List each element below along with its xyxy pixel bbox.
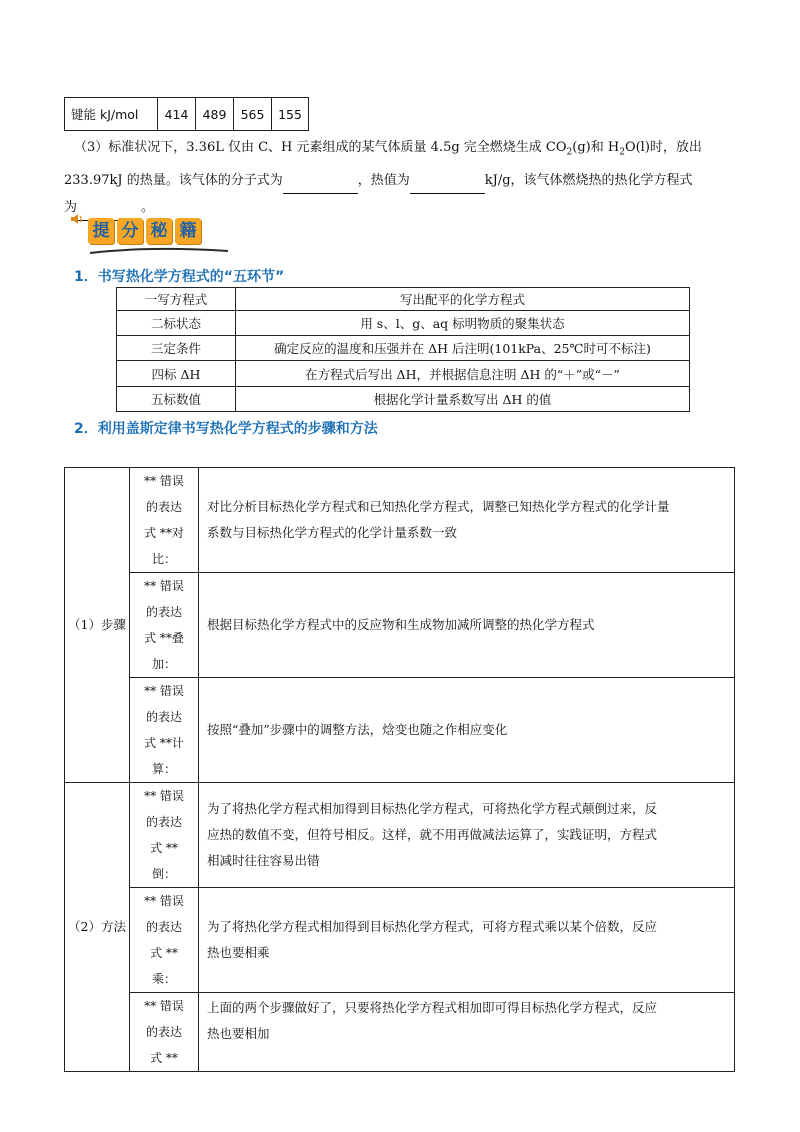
- step-label-cell: [130, 573, 199, 678]
- bond-table-label: 键能 kJ/mol: [65, 98, 158, 131]
- bond-value: 489: [196, 98, 234, 131]
- group-label: （1）步骤: [68, 617, 126, 632]
- step-text: 为了将热化学方程式相加得到目标热化学方程式，可将热化学方程式颠倒过来，反 应热的数值不变，但符号相反。这样，就不用再做减法运算了，实践证明，方程式 相减时往往容易出错: [207, 801, 658, 868]
- step-label-cell: [130, 888, 199, 993]
- step-text: 对比分析目标热化学方程式和已知热化学方程式，调整已知热化学方程式的化学计量 系数与目标热化学方程式的化学计量系数一致: [207, 499, 670, 540]
- step-text-cell: [199, 468, 735, 573]
- banner-char: 分: [117, 218, 143, 244]
- banner-char: 提: [88, 218, 114, 244]
- step-text-cell: [199, 783, 735, 888]
- answer-blank-formula[interactable]: [283, 179, 358, 194]
- question-line-1: （3）标准状况下，3.36L 仅由 C、H 元素组成的某气体质量 4.5g 完全燃烧生成 $CO_2(g)$和 $H_2O(l)$时，放出: [74, 140, 702, 158]
- question-line-3: 为 。: [64, 194, 744, 221]
- step-text: 按照“叠加”步骤中的调整方法，焓变也随之作相应变化: [207, 722, 508, 737]
- group-method: [65, 783, 130, 1072]
- bond-energy-table: [64, 97, 309, 131]
- step-text-cell: [199, 993, 735, 1072]
- group-label: （2）方法: [68, 919, 126, 934]
- bond-value: 155: [272, 98, 309, 131]
- step-text: 上面的两个步骤做好了，只要将热化学方程式相加即可得目标热化学方程式，反应 热也要相加: [207, 1000, 658, 1041]
- bond-value: 414: [158, 98, 196, 131]
- step-label: ** 错误 的表达 式 **叠 加：: [144, 579, 184, 671]
- five-step-desc: 在方程式后写出 ΔH，并根据信息注明 ΔH 的“＋”或“－”: [236, 361, 690, 387]
- banner-swoosh: [88, 244, 238, 256]
- five-step-label: 五标数值: [117, 387, 236, 412]
- speaker-icon: [70, 212, 84, 226]
- banner-char: 籍: [175, 218, 201, 244]
- bond-value: 565: [234, 98, 272, 131]
- section2-heading: 2．利用盖斯定律书写热化学方程式的步骤和方法: [74, 421, 378, 437]
- step-label: ** 错误 的表达 式 ** 乘：: [144, 894, 184, 986]
- five-step-label: 二标状态: [117, 311, 236, 336]
- banner-char: 秘: [146, 218, 172, 244]
- hess-law-table: [64, 467, 735, 1072]
- step-label-cell: [130, 678, 199, 783]
- step-text: 为了将热化学方程式相加得到目标热化学方程式，可将方程式乘以某个倍数，反应 热也要相乘: [207, 919, 658, 960]
- five-steps-table: [116, 287, 690, 412]
- step-label: ** 错误 的表达 式 **对 比：: [144, 474, 184, 566]
- answer-blank-heat-value[interactable]: [410, 179, 485, 194]
- step-label-cell: [130, 993, 199, 1072]
- step-label: ** 错误 的表达 式 ** 倒：: [144, 789, 184, 881]
- step-text: 根据目标热化学方程式中的反应物和生成物加减所调整的热化学方程式: [207, 617, 595, 632]
- section1-heading: 1．书写热化学方程式的“五环节”: [74, 269, 285, 285]
- five-step-label: 三定条件: [117, 336, 236, 361]
- step-label: ** 错误 的表达 式 **计 算：: [144, 684, 184, 776]
- group-steps: [65, 468, 130, 783]
- five-step-desc: 用 s、l、g、aq 标明物质的聚集状态: [236, 311, 690, 336]
- five-step-desc: 确定反应的温度和压强并在 ΔH 后注明(101kPa、25℃时可不标注): [236, 336, 690, 361]
- five-step-desc: 写出配平的化学方程式: [236, 288, 690, 311]
- step-text-cell: [199, 888, 735, 993]
- five-step-desc: 根据化学计量系数写出 ΔH 的值: [236, 387, 690, 412]
- question-3: [64, 134, 744, 221]
- step-label-cell: [130, 468, 199, 573]
- step-label: ** 错误 的表达 式 **: [144, 999, 184, 1065]
- step-label-cell: [130, 783, 199, 888]
- step-text-cell: [199, 573, 735, 678]
- five-step-label: 四标 ΔH: [117, 361, 236, 387]
- step-text-cell: [199, 678, 735, 783]
- tips-banner: [70, 210, 230, 254]
- five-step-label: 一写方程式: [117, 288, 236, 311]
- question-line-2: 233.97kJ 的热量。该气体的分子式为 ，热值为 kJ/g，该气体燃烧热的热化学方程式: [64, 167, 744, 194]
